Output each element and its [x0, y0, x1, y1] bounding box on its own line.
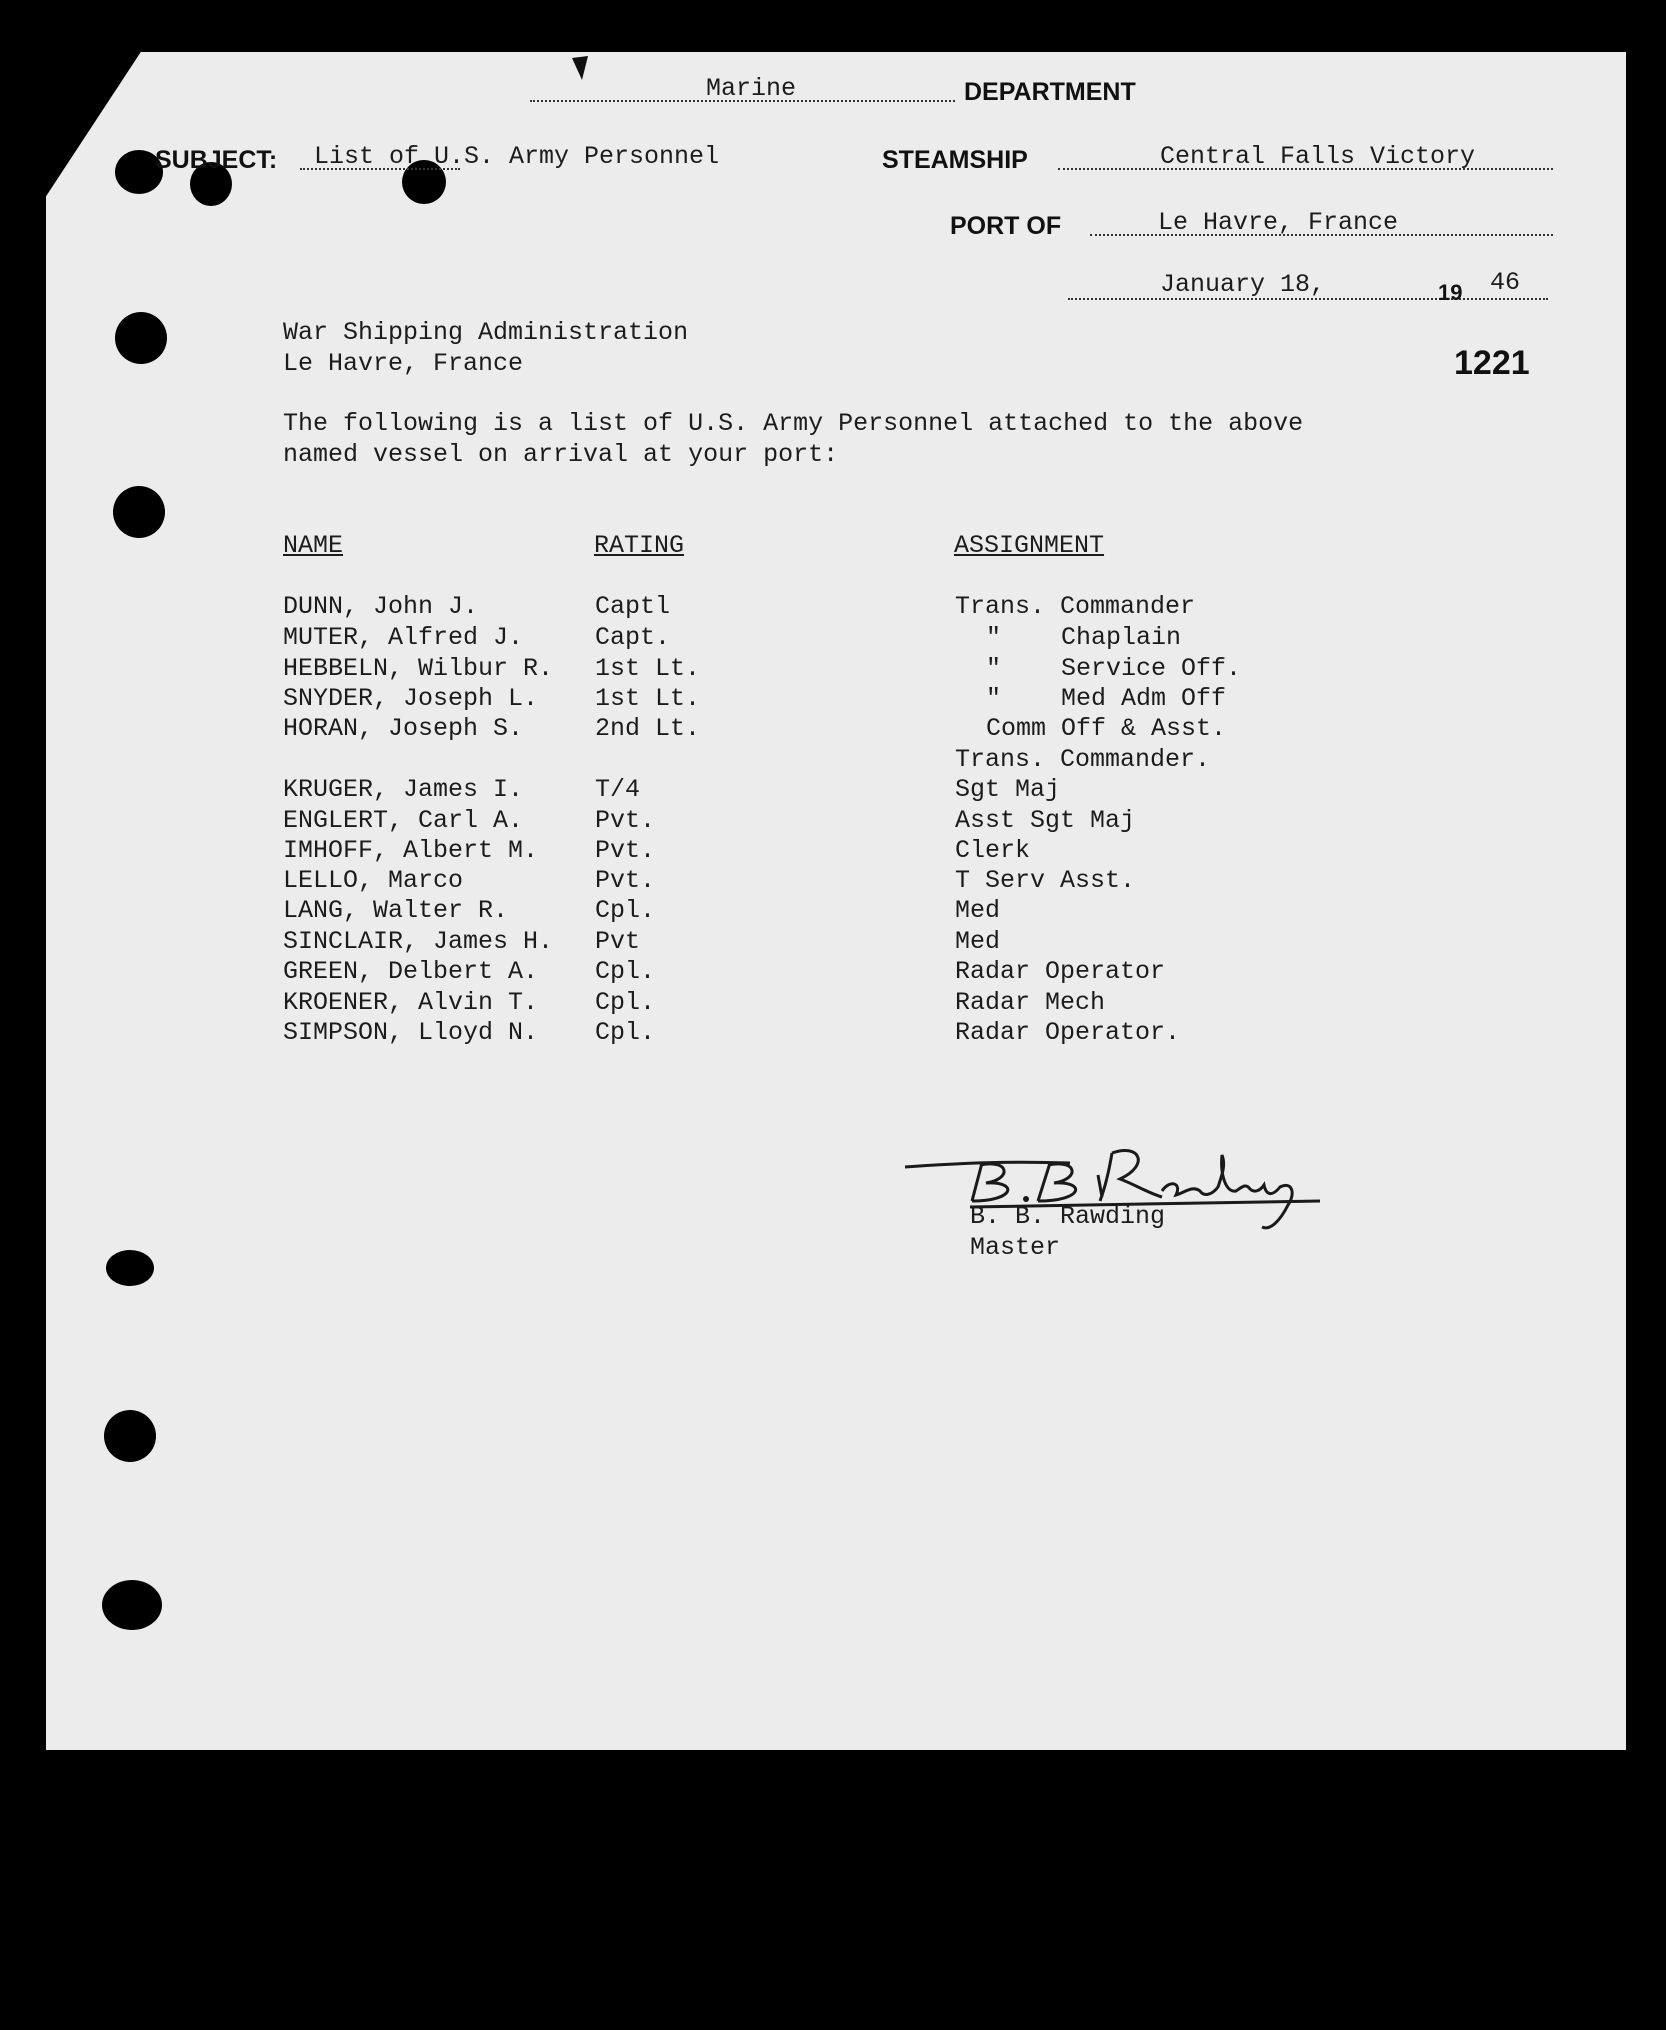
- personnel-name: KROENER, Alvin T.: [283, 988, 539, 1017]
- personnel-name: MUTER, Alfred J.: [283, 623, 524, 652]
- personnel-assignment: Radar Operator.: [955, 1018, 1181, 1047]
- punch-hole-icon: [102, 1580, 162, 1630]
- personnel-rating: T/4: [595, 775, 641, 804]
- personnel-assignment: " Med Adm Off: [986, 684, 1227, 713]
- personnel-rating: Capt.: [595, 623, 671, 652]
- personnel-name: DUNN, John J.: [283, 592, 479, 621]
- personnel-assignment: " Service Off.: [986, 654, 1242, 683]
- punch-hole-icon: [106, 1250, 154, 1286]
- intro-line-1: The following is a list of U.S. Army Personnel attached to the above: [283, 409, 1304, 438]
- punch-hole-icon: [113, 486, 165, 538]
- punch-hole-icon: [104, 1410, 156, 1462]
- personnel-assignment: Comm Off & Asst.: [986, 714, 1227, 743]
- personnel-name: SIMPSON, Lloyd N.: [283, 1018, 539, 1047]
- personnel-rating: Cpl.: [595, 1018, 656, 1047]
- document-number: 1221: [1454, 344, 1530, 382]
- steamship-label: STEAMSHIP: [882, 146, 1028, 174]
- personnel-assignment: Radar Operator: [955, 957, 1166, 986]
- personnel-name: HORAN, Joseph S.: [283, 714, 524, 743]
- personnel-rating: 1st Lt.: [595, 684, 701, 713]
- column-header-name: NAME: [283, 531, 344, 560]
- personnel-name: HEBBELN, Wilbur R.: [283, 654, 554, 683]
- ink-mark-icon: [570, 54, 590, 82]
- personnel-name: SINCLAIR, James H.: [283, 927, 554, 956]
- personnel-rating: Captl: [595, 592, 671, 621]
- personnel-assignment: Asst Sgt Maj: [955, 806, 1136, 835]
- year-prefix: 19: [1438, 280, 1463, 305]
- port-label: PORT OF: [950, 212, 1062, 240]
- personnel-name: ENGLERT, Carl A.: [283, 806, 524, 835]
- personnel-rating: Pvt.: [595, 836, 656, 865]
- personnel-name: KRUGER, James I.: [283, 775, 524, 804]
- personnel-assignment: Sgt Maj: [955, 775, 1061, 804]
- subject-value: List of U.S. Army Personnel: [314, 142, 720, 171]
- addressee-line-1: War Shipping Administration: [283, 318, 689, 347]
- addressee-line-2: Le Havre, France: [283, 349, 524, 378]
- personnel-name: GREEN, Delbert A.: [283, 957, 539, 986]
- signer-title: Master: [970, 1233, 1061, 1262]
- personnel-rating: 2nd Lt.: [595, 714, 701, 743]
- subject-label: SUBJECT:: [155, 146, 278, 174]
- personnel-rating: Pvt.: [595, 806, 656, 835]
- personnel-assignment: Med: [955, 896, 1001, 925]
- personnel-assignment: Radar Mech: [955, 988, 1106, 1017]
- intro-line-2: named vessel on arrival at your port:: [283, 440, 839, 469]
- personnel-rating: Cpl.: [595, 896, 656, 925]
- signer-name: B. B. Rawding: [970, 1202, 1166, 1231]
- personnel-assignment: Clerk: [955, 836, 1031, 865]
- personnel-rating: Pvt.: [595, 866, 656, 895]
- department-label: DEPARTMENT: [964, 78, 1136, 106]
- column-header-assignment: ASSIGNMENT: [954, 531, 1105, 560]
- personnel-name: SNYDER, Joseph L.: [283, 684, 539, 713]
- department-value: Marine: [706, 74, 797, 103]
- personnel-assignment: Med: [955, 927, 1001, 956]
- personnel-rating: 1st Lt.: [595, 654, 701, 683]
- punch-hole-icon: [115, 312, 167, 364]
- date-value: January 18,: [1160, 270, 1326, 299]
- steamship-value: Central Falls Victory: [1160, 142, 1476, 171]
- personnel-rating: Cpl.: [595, 988, 656, 1017]
- personnel-rating: Pvt: [595, 927, 641, 956]
- personnel-name: LELLO, Marco: [283, 866, 464, 895]
- personnel-assignment: Trans. Commander: [955, 592, 1196, 621]
- personnel-assignment: T Serv Asst.: [955, 866, 1136, 895]
- column-header-rating: RATING: [594, 531, 685, 560]
- personnel-name: IMHOFF, Albert M.: [283, 836, 539, 865]
- personnel-rating: Cpl.: [595, 957, 656, 986]
- year-suffix: 46: [1490, 268, 1521, 297]
- personnel-name: LANG, Walter R.: [283, 896, 509, 925]
- personnel-assignment: " Chaplain: [986, 623, 1182, 652]
- personnel-assignment: Trans. Commander.: [955, 745, 1211, 774]
- port-value: Le Havre, France: [1158, 208, 1399, 237]
